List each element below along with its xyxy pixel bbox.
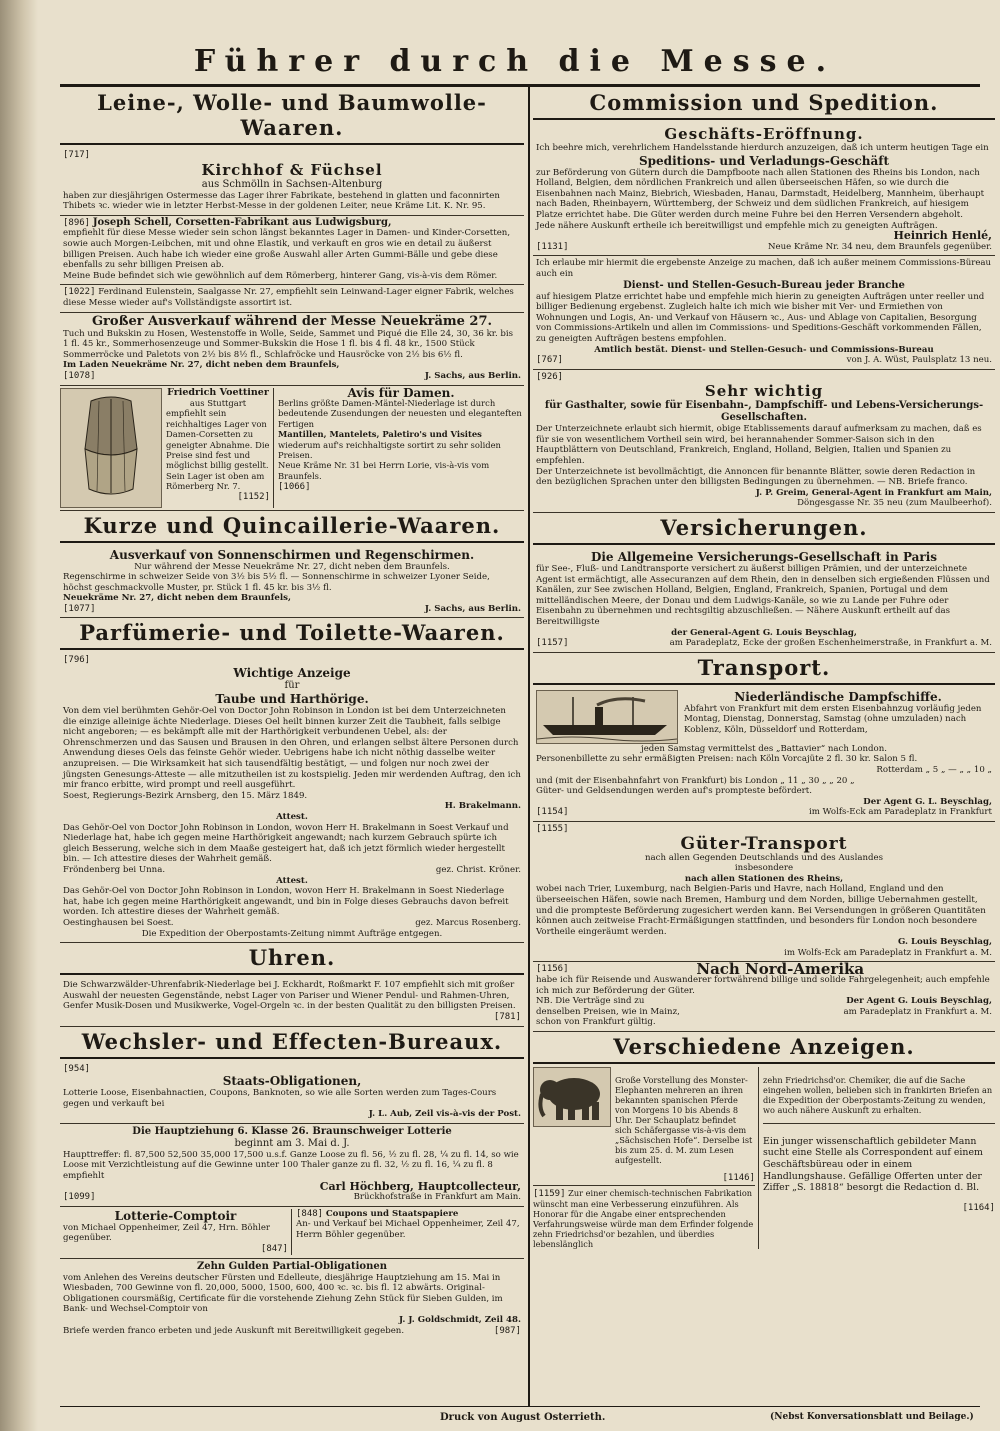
- section-title-insurance: Versicherungen.: [533, 513, 995, 545]
- ad-1066: [278, 385, 524, 508]
- ad-subtitle-2: insbesondere: [734, 863, 794, 874]
- ad-text-3: wiederum auf's reichhaltigste sortirt zu sehr soliden Preisen.: [278, 439, 501, 460]
- ad-1146-text: Große Vorstellung des Monster-Elephanten mehreren an ihren bekannten spanischen Pferde von Morgens 10 bis Abends 8 Uhr. Der Schauplatz befindet sich Schäfergasse vis-à-vis dem „Sächsischen Hofe“. Derselbe ist bis zum 25. d. M. zum Lesen aufgestellt.: [615, 1075, 753, 1166]
- ad-number: [1022]: [63, 287, 96, 298]
- ad-title: Ausverkauf von Sonnenschirmen und Regenschirmen.: [109, 547, 475, 562]
- corset-icon: [61, 389, 161, 507]
- ad-1131: [533, 123, 995, 256]
- ad-number: [1152]: [237, 491, 270, 502]
- ad-subtitle: nach allen Gegenden Deutschlands und des Auslandes: [645, 852, 883, 863]
- ad-heading-audience: Taube und Harthörige.: [215, 692, 369, 707]
- section-title-perfumery: Parfümerie- und Toilette-Waaren.: [60, 618, 524, 650]
- section-title-quincaillerie: Kurze und Quincaillerie-Waaren.: [60, 511, 524, 543]
- attest-1-signature: gez. Christ. Kröner.: [435, 864, 521, 875]
- ad-firm-name: Friedrich Voettiner: [167, 386, 269, 398]
- ad-text-2: Mantillen, Mantelets, Paletiro's und Visites: [278, 429, 482, 440]
- ad-text: Regenschirme in schweizer Seide von 3½ bis 5½ fl. — Sonnenschirme in schweizer Lyoner Seide, höchst geschmackvolle Muster, pr. Stück 1 fl. 45 kr. bis 3½ fl.: [63, 572, 490, 593]
- ad-heading-for: für: [284, 680, 300, 692]
- ad-signature: Der Agent G. Louis Beyschlag,: [846, 996, 992, 1007]
- ad-title: Güter-Transport: [680, 833, 848, 854]
- ad-text: habe ich für Reisende und Auswanderer fortwährend billige und solide Fahrgelegenheit; auch empfehle ich mich zur Beförderung der Güter.: [536, 975, 990, 996]
- ad-1152: [166, 388, 274, 508]
- ad-text: Lotterie Loose, Eisenbahnactien, Coupons, Banknoten, so wie alle Sorten werden zum Tages-Cours gegen und verkauft bei: [63, 1088, 497, 1109]
- section-title-textiles: Leine-, Wolle- und Baumwolle-Waaren.: [60, 88, 524, 145]
- ad-number: [781]: [493, 1011, 521, 1022]
- ad-1159-text: Zur einer chemisch-technischen Fabrikation wünscht man eine Verbesserung einzuführen. Als Honorar für die Angabe einer entsprechenden Verfahrungsweise würde man dem Erfinder folgende zehn Friedrichsd'or bezahlen, und überdies lebenslänglich: [533, 1188, 754, 1250]
- ad-text: Haupttreffer: fl. 87,500 52,500 35,000 17,500 u.s.f. Ganze Loose zu fl. 56, ½ zu fl. 28, ¼ zu fl. 14, so wie Loose mit Verzichtleistung auf die Gewinne unter 100 Thaler ganze zu fl. 32, ½ zu fl. 16, ¼ zu fl. 8 empfiehlt: [63, 1149, 519, 1182]
- ad-text: Ferdinand Eulenstein, Saalgasse Nr. 27, empfiehlt sein Leinwand-Lager eigner Fabrik, welches diese Messe wieder auf's Vollständigste assortirt ist.: [63, 287, 514, 308]
- ad-signature: J. J. Goldschmidt, Zeil 48.: [399, 1315, 521, 1325]
- ad-signature: J. Sachs, aus Berlin.: [424, 370, 521, 381]
- ad-717: [60, 148, 524, 216]
- ad-text: wobei nach Trier, Luxemburg, nach Belgien-Paris und Havre, nach Holland, England und den überseeischen Häfen, sowie nach Bremen, Hamburg und dem Norden, billige Uebernahmen gestellt, und die prompteste Beförderung zugesichert werden kann. Bei Versendungen in größeren Quantitäten können auch zeitweise Fracht-Ermäßigungen stattfinden, und besonders für London noch besondere Vortheile eingeräumt werden.: [536, 884, 986, 937]
- ad-number: [1157]: [536, 638, 569, 649]
- steamship-icon: [537, 691, 677, 743]
- ad-address: Neue Kräme Nr. 34 neu, dem Braunfels gegenüber.: [768, 241, 992, 252]
- ad-title: Niederländische Dampfschiffe.: [734, 689, 942, 704]
- ad-1157: [533, 548, 995, 653]
- section-title-transport: Transport.: [533, 653, 995, 685]
- ad-title: Großer Ausverkauf während der Messe Neuekräme 27.: [91, 313, 493, 329]
- left-column: [60, 88, 524, 1406]
- ad-text: An- und Verkauf bei Michael Oppenheimer, Zeil 47, Herrn Böhler gegenüber.: [296, 1219, 520, 1241]
- section-title-misc: Verschiedene Anzeigen.: [533, 1032, 995, 1064]
- column-divider: [528, 86, 530, 1406]
- ad-address: Im Laden Neuekräme Nr. 27, dicht neben dem Braunfels,: [63, 360, 340, 371]
- ad-text-3: Güter- und Geldsendungen werden auf's prompteste befördert.: [536, 786, 812, 797]
- ad-address: am Paradeplatz in Frankfurt a. M.: [843, 1006, 992, 1017]
- ad-place: aus Stuttgart: [189, 397, 247, 408]
- steamship-illustration: [536, 690, 678, 744]
- ad-number: [1154]: [536, 807, 569, 818]
- attest-1-heading: Attest.: [276, 812, 308, 822]
- ad-firm-name: Joseph Schell, Corsetten-Fabrikant aus Ludwigsburg,: [92, 216, 392, 228]
- ad-address: Neuekräme Nr. 27, dicht neben dem Braunfels,: [63, 593, 291, 604]
- ad-signature: der General-Agent G. Louis Beyschlag,: [671, 627, 857, 638]
- ad-text: Der Unterzeichnete erlaubt sich hiermit, obige Etablissements darauf aufmerksam zu machen, daß es für sie von wesentlichem Vortheil sein wird, bei herannahender Sommer-Saison sich in den Hauptblättern von Deutschland, Frankreich, England, Holland, Belgien, Italien und Spanien zu empfehlen.: [536, 424, 982, 467]
- ad-signature: H. Brakelmann.: [444, 801, 521, 812]
- ad-title: Geschäfts-Eröffnung.: [664, 125, 864, 143]
- ad-text: für See-, Fluß- und Landtransporte versichert zu äußerst billigen Prämien, und der unterzeichnete Agent ist ermächtigt, alle Assecuranzen auf dem Rhein, den in denselben sich ergießenden Flüssen und Kanälen, zur See zwischen Holland, Belgien, England, Frankreich, Spanien, Portugal und dem mittelländischen Meere, der Donau und dem Ludwigs-Kanäle, so wie zu Lande per Fuhre oder Eisenbahn zu übernehmen und rechtsgiltig abzuschließen. — Nähere Auskunft ertheilt auf das Bereitwilligste: [536, 564, 990, 627]
- attest-1-place: Fröndenberg bei Unna.: [63, 864, 166, 875]
- corset-illustration: [60, 388, 162, 508]
- section-title-exchange: Wechsler- und Effecten-Bureaux.: [60, 1027, 524, 1059]
- supplement-note: (Nebst Konversationsblatt und Beilage.): [770, 1412, 974, 1422]
- footer-rule: [60, 1406, 980, 1407]
- ad-title: Staats-Obligationen,: [222, 1074, 362, 1089]
- ad-1146-number: [1146]: [722, 1173, 755, 1184]
- ad-title: Avis für Damen.: [347, 385, 455, 400]
- ad-prices: Personenbillette zu sehr ermäßigten Preisen: nach Köln Vorcajüte 2 fl. 30 kr. Salon 5 fl.: [536, 754, 918, 765]
- ad-subtitle: für Gasthalter, sowie für Eisenbahn-, Dampfschiff- und Lebens-Versicherungs-Gesellschaften.: [544, 400, 984, 424]
- ad-1156: [533, 962, 995, 1032]
- ad-number: [896]: [63, 217, 91, 228]
- ad-number: [847]: [260, 1244, 288, 1255]
- ad-number: [1066]: [278, 482, 311, 493]
- ad-text-2: Der Unterzeichnete ist bevollmächtigt, die Annoncen für benannte Blätter, sowie deren Redaction in den bezüglichen Sprachen unter den billigsten Bedingungen zu übernehmen. — NB. Briefe franco.: [536, 466, 976, 488]
- ad-address: Döngesgasse Nr. 35 neu (zum Maulbeerhof).: [797, 498, 992, 509]
- ad-address: am Paradeplatz, Ecke der großen Eschenheimerstraße, in Frankfurt a. M.: [669, 638, 992, 649]
- ad-1159-number: [1159]: [533, 1189, 566, 1200]
- ad-place-date: Soest, Regierungs-Bezirk Arnsberg, den 15. März 1849.: [63, 790, 308, 801]
- section-title-commission: Commission und Spedition.: [533, 88, 995, 120]
- ad-text-4: Neue Kräme Nr. 31 bei Herrn Lorie, vis-à-vis vom Braunfels.: [278, 460, 490, 481]
- ad-prices-2: Rotterdam „ 5 „ — „ „ 10 „: [876, 764, 992, 775]
- ad-text: Tuch und Bukskin zu Hosen, Westenstoffe in Wolle, Seide, Sammet und Piqué die Elle 24, 30, 36 kr. bis 1 fl. 45 kr., Sommerhosenzeuge und Sommer-Bukskin die Hose 1 fl. bis 4 fl. 48 kr., 1500 Stück Sommerröcke und Paletots von 2½ bis 8½ fl., Schlafröcke und Hausröcke von 2½ bis 6½ fl.: [63, 328, 514, 360]
- section-title-clocks: Uhren.: [60, 943, 524, 975]
- ad-title: Nach Nord-Amerika: [696, 960, 865, 979]
- ad-954: [60, 1062, 524, 1124]
- ad-1099: [60, 1124, 524, 1207]
- ad-signature: Carl Höchberg, Hauptcollecteur,: [319, 1179, 521, 1193]
- ad-781: [60, 978, 524, 1026]
- ad-number: [848]: [296, 1208, 324, 1219]
- ad-text: empfiehlt für diese Messe wieder sein schon längst bekanntes Lager in Damen- und Kinder-Corsetten, sowie auch Morgen-Leibchen, mit und ohne Elastik, und verkauft en gros wie en detail zu äußerst billigen Preisen. Auch habe ich wieder eine große Auswahl aller Arten Gummi-Bälle und gebe diese ebenfalls zu sehr billigen Preisen ab.: [63, 228, 511, 271]
- misc-ads-row: [533, 1067, 995, 1249]
- ad-text: Die Schwarzwälder-Uhrenfabrik-Niederlage bei J. Eckhardt, Roßmarkt F. 107 empfiehlt sich mit großer Auswahl der neuesten Gegenstände, nebst Lager von Pariser und Wiener Pendul- und Rahmen-Uhren, Genfer Musik-Dosen und Musikwerke, Vogel-Orgeln ꝛc. in der besten Qualität zu den billigsten Preisen.: [63, 980, 516, 1012]
- ad-926: [533, 370, 995, 513]
- ad-address: Brückhofstraße in Frankfurt am Main.: [353, 1192, 521, 1203]
- ad-signature: J. L. Aub, Zeil vis-à-vis der Post.: [368, 1109, 521, 1120]
- ad-expedition-note: Die Expedition der Oberpostamts-Zeitung nimmt Aufträge entgegen.: [141, 928, 443, 939]
- ad-subtitle-3: nach allen Stationen des Rheins,: [684, 873, 844, 884]
- ad-row-corsets: [60, 386, 524, 511]
- ad-firm-name: Kirchhof & Füchsel: [201, 160, 383, 179]
- printer-credit: Druck von August Osterrieth.: [440, 1412, 606, 1423]
- ad-1022: [60, 285, 524, 312]
- ad-text: Von dem viel berühmten Gehör-Oel von Doctor John Robinson in London ist bei dem Unterzeichneten die einzige alleinige ächte Niederlage. Dieses Oel heilt binnen kurzer Zeit die Taubheit, falls selbige nicht angeboren; — es bekämpft alle mit der Harthörigkeit verbundenen Uebel, als: der Ohrenschmerzen und das Sausen und Brausen in den Ohren, und erlangen selbst ältere Personen durch Anwendung dieses Oels das feinste Gehör wieder. Uebrigens habe ich nicht nöthig dasselbe weiter anzupreisen. — Die Wirksamkeit hat sich tausendfältig bestätigt, — und folgen nur noch zwei der jüngsten Genesungs-Atteste — alle mitzutheilen ist zu kostspielig. Jeden mir werdenden Auftrag, den ich mir franco erbitte, wird prompt und reell ausgeführt.: [63, 706, 521, 791]
- ad-text: empfiehlt sein reichhaltiges Lager von Damen-Corsetten zu geneigter Abnahme. Die Preise sind fest und möglichst billig gestellt. Sein Lager ist oben am Römerberg Nr. 7.: [166, 408, 270, 492]
- ad-1164-number: [1164]: [962, 1203, 995, 1214]
- ad-title: Die Allgemeine Versicherungs-Gesellschaft in Paris: [590, 550, 938, 565]
- ad-chemist-text: zehn Friedrichsd'or. Chemiker, die auf die Sache eingehen wollen, belieben sich in frankirten Briefen an die Expedition der Oberpostamts-Zeitung zu wenden, wo auch nähere Auskunft zu erhalten.: [763, 1075, 993, 1116]
- ad-title: Sehr wichtig: [704, 382, 824, 401]
- ad-text: von Michael Oppenheimer, Zeil 47, Hrn. Böhler gegenüber.: [63, 1222, 271, 1244]
- ad-number: [987]: [493, 1325, 521, 1336]
- ad-title: Coupons und Staatspapiere: [325, 1208, 459, 1219]
- masthead-rule: [60, 84, 980, 87]
- ad-987: [60, 1259, 524, 1340]
- ad-signature: Heinrich Henlé,: [893, 229, 992, 243]
- ad-number: [1131]: [536, 241, 569, 252]
- attest-2-text: Das Gehör-Oel von Doctor John Robinson in London, wovon Herr H. Brakelmann in Soest Niederlage hat, habe ich gegen meine Harthörigkeit angewandt, und bin in Folge dieses Gebrauchs davon befreit worden. Ich attestire dieses der Wahrheit gemäß.: [63, 886, 509, 918]
- ad-signature: Der Agent G. L. Beyschlag,: [863, 796, 992, 807]
- attest-1-text: Das Gehör-Oel von Doctor John Robinson in London, wovon Herr H. Brakelmann in Soest Verkauf und Niederlage hat, habe ich gegen meine Harthörigkeit angewandt; nach kurzem Gebrauch spürte ich gleich Besserung, welche sich in dem Maaße gesteigert hat, daß ich jetzt förmlich wieder hergestellt bin. — Ich attestire dieses der Wahrheit gemäß.: [63, 822, 509, 865]
- ad-title: Lotterie-Comptoir: [114, 1208, 237, 1223]
- ad-number: [796]: [63, 655, 91, 666]
- ad-number: [926]: [536, 371, 564, 382]
- ad-text: haben zur diesjährigen Ostermesse das Lager ihrer Fabrikate, bestehend in glatten und faconnirten Thibets ꝛc. wieder wie in letzter Herbst-Messe in der goldenen Leiter, neue Kräme Lit. K. Nr. 95.: [63, 190, 500, 212]
- ad-place: aus Schmölln in Sachsen-Altenburg: [201, 178, 383, 190]
- ad-1155: [533, 822, 995, 963]
- ad-heading: Wichtige Anzeige: [233, 666, 351, 681]
- ad-title: Zehn Gulden Partial-Obligationen: [196, 1260, 387, 1272]
- elephant-illustration: [533, 1067, 611, 1127]
- ad-number: [1078]: [63, 370, 96, 381]
- ad-text-1: Berlins größte Damen-Mäntel-Niederlage ist durch bedeutende Zusendungen der neuesten und eleganteften Fertigen: [278, 397, 522, 429]
- ad-1077: [60, 546, 524, 619]
- page-spine: [0, 0, 38, 1431]
- ad-number: [1155]: [536, 823, 569, 834]
- ad-number: [954]: [63, 1063, 91, 1074]
- ad-note: NB. Die Verträge sind zu denselben Preisen, wie in Mainz, schon von Frankfurt gültig.: [536, 996, 680, 1028]
- ad-text-2: jeden Samstag vermittelst des „Battavier“ nach London.: [641, 743, 887, 754]
- ad-text: vom Anlehen des Vereins deutscher Fürsten und Edelleute, diesjährige Hauptziehung am 15. Mai in Wiesbaden, 700 Gewinne von fl. 20,000, 5000, 1500, 600, 400 ꝛc. ꝛc. bis fl. 12 abwärts. Original-Obligationen coursmäßig, Certificate für die vorstehende Ziehung Zehn Stück für Sieben Gulden, im Bank- und Wechsel-Comptoir von: [63, 1272, 503, 1315]
- ad-896: [60, 216, 524, 286]
- ad-847: [63, 1209, 292, 1255]
- ad-number: [717]: [63, 150, 91, 160]
- ad-signature: J. Sachs, aus Berlin.: [424, 603, 521, 614]
- ad-address: von J. A. Wüst, Paulsplatz 13 neu.: [846, 355, 992, 366]
- ad-subtitle: beginnt am 3. Mai d. J.: [234, 1137, 350, 1149]
- ad-number: [767]: [536, 355, 564, 366]
- ad-subtitle: Speditions- und Verladungs-Geschäft: [638, 153, 890, 168]
- ad-signature: J. P. Greim, General-Agent in Frankfurt am Main,: [755, 487, 992, 498]
- attest-2-place: Oestinghausen bei Soest.: [63, 917, 174, 928]
- ad-signature: G. Louis Beyschlag,: [897, 937, 992, 948]
- ad-1154: [533, 688, 995, 822]
- ad-767: [533, 256, 995, 369]
- ad-subtitle: Nur während der Messe Neuekräme Nr. 27, dicht neben dem Braunfels.: [134, 561, 450, 572]
- ad-796: [60, 653, 524, 943]
- masthead: Führer durch die Messe.: [193, 44, 837, 79]
- ad-text-2: Meine Bude befindet sich wie gewöhnlich auf dem Römerberg, hinterer Gang, vis-à-vis dem Römer.: [63, 270, 498, 281]
- ad-text: Abfahrt von Frankfurt mit dem ersten Eisenbahnzug vorläufig jeden Montag, Dienstag, Donnerstag, Samstag (ohne umzuladen) nach Koblenz, Köln, Düsseldorf und Rotterdam,: [684, 703, 982, 735]
- ad-intro: Ich beehre mich, verehrlichem Handelsstande hierdurch anzuzeigen, daß ich unterm heutigen Tage ein: [536, 143, 989, 153]
- attest-2-signature: gez. Marcus Rosenberg.: [415, 917, 521, 928]
- ad-text: zur Beförderung von Gütern durch die Dampfboote nach allen Stationen des Rheins bis London, nach Holland, Belgien, dem nördlichen Frankreich und allen überseeischen Häfen, so wie durch die Eisenbahnen nach Mainz, Biebrich, Wiesbaden, Hanau, Darmstadt, Heidelberg, Mannheim, überhaupt nach Baden, Rheinbayern, Württemberg, der Schweiz und dem südlichen Frankreich, auf hiesigem Platze errichtet habe. Die Güter werden durch meine Fuhre bei den Herren Versendern abgeholt.: [536, 167, 985, 220]
- ad-tail: Briefe werden franco erbeten und jede Auskunft mit Bereitwilligkeit gegeben.: [63, 1325, 405, 1336]
- ad-address: im Wolfs-Eck am Paradeplatz in Frankfurt: [809, 807, 992, 818]
- ad-number: [1099]: [63, 1192, 96, 1203]
- ad-text: Ich erlaube mir hiermit die ergebenste Anzeige zu machen, daß ich außer meinem Commissions-Büreau auch ein: [536, 258, 992, 279]
- attest-2-heading: Attest.: [276, 875, 308, 886]
- ad-1078: [60, 313, 524, 386]
- right-column: [533, 88, 995, 1406]
- ad-text-2: Jede nähere Auskunft ertheile ich bereitwilligst und empfehle mich zu geneigten Aufträgen.: [536, 220, 938, 231]
- ad-signature: Amtlich bestät. Dienst- und Stellen-Gesuch- und Commissions-Bureau: [594, 344, 934, 355]
- elephant-icon: [534, 1068, 610, 1126]
- ad-title: Die Hauptziehung 6. Klasse 26. Braunschweiger Lotterie: [132, 1125, 452, 1137]
- ad-number: [1156]: [536, 964, 569, 975]
- ad-row-lottery: [60, 1207, 524, 1259]
- ad-1164-text: Ein junger wissenschaftlich gebildeter Mann sucht eine Stelle als Correspondent auf einem Geschäftsbüreau oder in einem Handlungshause. Gefällige Offerten unter der Ziffer „S. 18818“ besorgt die Redaction d. Bl.: [763, 1135, 983, 1194]
- ad-number: [1077]: [63, 603, 96, 614]
- ad-address: im Wolfs-Eck am Paradeplatz in Frankfurt a. M.: [784, 947, 992, 958]
- ad-prices-3: und (mit der Eisenbahnfahrt von Frankfurt) bis London „ 11 „ 30 „ „ 20 „: [536, 775, 855, 786]
- ad-text-2: auf hiesigem Platze errichtet habe und empfehle mich hierin zu geneigten Aufträgen unter reeller und billiger Bedienung ergebenst. Zugleich halte ich mich wie bisher mit Ver- und Ermiethen von Wohnungen und Logis, An- und Verkauf von Häusern ꝛc., Aus- und Ablage von Capitalien, Besorgung von Commissions-Artikeln und allen im Commissions- und Speditions-Geschäft vorkommenden Fällen, zu geneigten Aufträgen bestens empfohlen.: [536, 291, 985, 344]
- ad-848: [296, 1209, 521, 1255]
- ad-subtitle: Dienst- und Stellen-Gesuch-Bureau jeder Branche: [623, 279, 905, 291]
